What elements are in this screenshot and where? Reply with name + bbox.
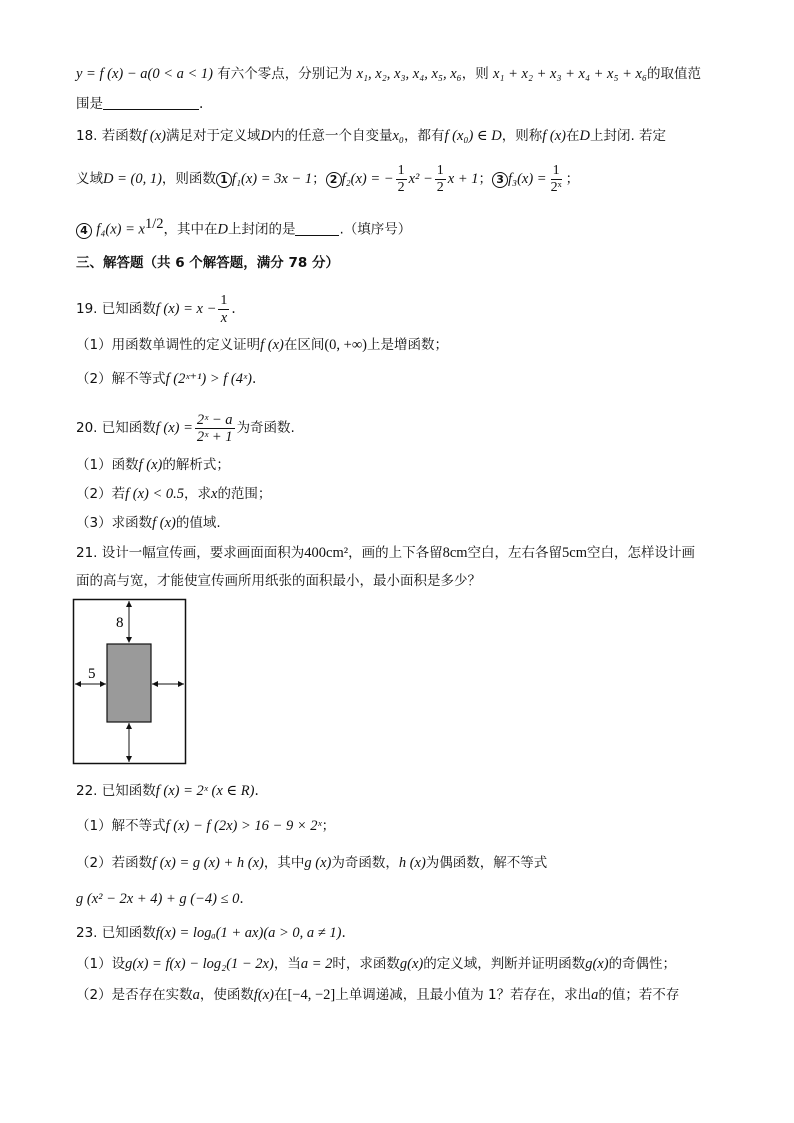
q20-part3 [76,512,221,534]
q23-p1-text-b: ，当 [273,956,301,972]
q18-f3-a: f₃(x) = [508,171,547,187]
q17-answer-blank[interactable] [103,95,199,110]
q20-number: 20. 已知函数 [76,420,156,436]
q22-p1-text: （1）解不等式 [76,818,166,834]
q21-side-margin: 5cm [562,545,588,561]
q18-fx: f (x) [142,128,167,144]
q18-number: 18. 若函数 [76,128,143,144]
q23-p1-gx-2: g(x) [585,956,609,972]
q23-p2-fx: f(x) [253,987,274,1003]
q18-answer-blank[interactable] [295,221,339,236]
frac-num: 1 [397,163,405,178]
q20-p2-text-b: ，求 [184,486,211,502]
q22-p2-period: . [239,891,244,907]
section-3-heading: 三、解答题（共 6 个解答题，满分 78 分） [76,255,339,271]
q23-period: . [341,925,346,941]
q18-f2-b: x² − [408,171,433,187]
q22-gx: g (x) [304,855,332,871]
q18-domain: D = (0, 1) [103,171,162,187]
circled-three-icon: 3 [492,172,508,188]
q21-top-margin: 8cm [442,545,468,561]
q18-f2-c: x + 1 [447,171,479,187]
top-margin-label: 8 [116,615,124,631]
poster-diagram [72,598,188,768]
frac-num: 1 [436,163,444,178]
q23-p2-a: a [192,987,200,1003]
q18-D-2: D [579,128,590,144]
q23-p2-interval: [−4, −2] [287,987,336,1003]
q20-line1 [76,412,295,445]
q18-text-e: ，则称 [501,128,543,144]
q22-p2-inequality: g (x² − 2x + 4) + g (−4) ≤ 0 [76,891,240,907]
q20-p2-inequality: f (x) < 0.5 [125,486,184,502]
q18-line3 [76,213,411,241]
q18-text-l3b: ，其中在 [163,221,218,238]
q23-p1-text-d: 的定义域，判断并证明函数 [423,956,586,972]
q23-number: 23. 已知函数 [76,925,156,941]
q21-text-a: 21. 设计一幅宣传画，要求画面面积为 [76,545,305,561]
frac-den: 2ˣ [550,180,562,195]
q23-line1 [76,922,346,944]
q20-p2-text-c: 的范围； [217,486,272,502]
q17-text-then: ，则 [461,66,489,82]
q18-text-l3c: 上封闭的是 [227,221,296,238]
q18-text-l3d: .（填序号） [339,221,412,238]
q23-p2-text-b: ，使函数 [199,987,254,1003]
q23-p2-text-d: 上单调递减，且最小值为 1？若存在，求出 [335,987,592,1003]
q20-p1-text-b: 的解析式； [162,457,230,473]
q20-p2-x: x [211,486,218,502]
q23-p1-a-value: a = 2 [300,956,333,972]
q18-D: D [260,128,271,144]
q18-fx-2: f (x) [542,128,566,144]
q22-p2-text: （2）若函数 [76,855,153,871]
q22-p2-text-b: ，其中 [263,855,305,871]
q19-p1-interval: (0, +∞) [324,337,368,353]
q22-line1 [76,780,259,802]
q18-half-1 [396,163,407,196]
circled-four-icon: 4 [76,223,92,239]
q18-sep-1: ； [312,171,326,187]
q21-line1 [76,542,695,564]
q19-p2-text: （2）解不等式 [76,371,166,387]
q18-f4: f₄(x) = x [96,221,145,238]
q19-part1 [76,334,448,356]
q19-frac [218,293,229,326]
q23-part1 [76,953,676,975]
q17-text: 有六个零点，分别记为 [217,66,353,82]
frac-den: 2 [397,180,405,195]
q22-period: . [254,783,259,799]
q18-f3-frac [549,163,564,196]
q23-def: f(x) = logₐ(1 + ax)(a > 0, a ≠ 1) [155,925,342,941]
frac-den: x [220,310,228,326]
q20-p2-text: （2）若 [76,486,126,502]
q20-part1 [76,454,230,476]
side-margin-label: 5 [88,666,96,682]
circled-one-icon: 1 [216,172,232,188]
q21-text-d: 空白，怎样设计画 [587,545,696,561]
circled-two-icon: 2 [326,172,342,188]
frac-num: 1 [220,293,228,308]
q18-text-c: 内的任意一个自变量 [271,128,393,144]
q20-text: 为奇函数. [236,420,295,436]
q21-line2 [76,570,481,592]
q17-answer-label: 围是 [76,96,103,112]
q23-p1-gx: g(x) [399,956,424,972]
q18-D-3: D [217,221,228,238]
q19-p1-text: （1）用函数单调性的定义证明 [76,337,261,353]
q18-text-d: ，都有 [403,128,445,144]
q21-text-b: ，画的上下各留 [348,545,443,561]
q23-p2-a-2: a [591,987,599,1003]
q22-number: 22. 已知函数 [76,783,156,799]
q22-hx: h (x) [398,855,426,871]
q19-p2-period: . [251,371,257,387]
q23-p2-text: （2）是否存在实数 [76,987,193,1003]
q22-p2-text-d: 为偶函数，解不等式 [425,855,548,871]
q19-line1: 19. 已知函数f (x) = x − $\frac{1}{x}$ . [76,293,236,326]
picture-area [107,644,151,722]
q17-text-tail: 的取值范 [647,66,702,82]
q23-p2-text-e: 的值；若不存 [598,987,680,1003]
q18-fx0: f (x₀) ∈ D [444,128,502,144]
q18-sep-3: ； [565,171,580,187]
q19-p1-text-c: 上是增函数； [367,337,449,353]
q17-line2 [76,93,203,115]
q20-p1-text: （1）函数 [76,457,139,473]
frac-den: 2ˣ + 1 [196,429,233,445]
q22-p1-inequality: f (x) − f (2x) > 16 − 9 × 2ˣ [165,818,322,834]
q20-part2 [76,483,271,505]
q22-p2-equation: f (x) = g (x) + h (x) [152,855,264,871]
q20-p3-text: （3）求函数 [76,515,153,531]
q17-sum: x₁ + x₂ + x₃ + x₄ + x₅ + x₆ [493,66,648,82]
q18-line1 [76,125,666,147]
q18-x0: x₀ [392,128,404,144]
q18-text-l2b: ，则函数 [161,171,216,187]
q23-p2-text-c: 在 [273,987,288,1003]
q20-p3-fx: f (x) [152,515,176,531]
q18-half-2 [435,163,446,196]
q20-p1-fx: f (x) [138,457,163,473]
q18-line2 [76,163,579,196]
q19-part2 [76,368,256,390]
q18-text-f: 在 [565,128,580,144]
q23-p1-g: g(x) = f(x) − log₂(1 − 2x) [125,956,274,972]
q17-line1 [76,63,701,85]
frac-num: 2ˣ − a [196,412,233,428]
q22-p1-end: ； [321,818,336,834]
q22-p2-text-c: 为奇函数， [331,855,399,871]
q21-text-line2: 面的高与宽，才能使宣传画所用纸张的面积最小，最小面积是多少？ [76,573,481,589]
q18-f1: f₁(x) = 3x − 1 [231,171,313,187]
q22-part2 [76,852,547,874]
q18-f2-a: f₂(x) = − [341,171,394,187]
q17-function: y = f (x) − a(0 < a < 1) [76,66,213,82]
frac-den: 2 [436,180,444,195]
q19-p2-inequality: f (2ˣ⁺¹) > f (4ˣ) [165,371,252,387]
q18-text-b: 满足对于定义域 [166,128,261,144]
q19-p1-fx: f (x) [260,337,284,353]
q21-area: 400cm² [304,545,349,561]
q20-def: f (x) = [155,420,193,436]
q22-part2-line2 [76,888,244,910]
q20-frac [195,412,235,445]
frac-num: 1 [552,163,560,178]
q19-number: 19. 已知函数 [76,301,156,317]
q23-p1-text: （1）设 [76,956,126,972]
q19-p1-text-b: 在区间 [283,337,325,353]
q17-period: . [199,96,204,112]
q23-p1-text-e: 的奇偶性； [608,956,677,972]
q18-text-g: 上封闭. 若定 [589,128,667,144]
q22-part1 [76,815,335,837]
q21-text-c: 空白，左右各留 [467,545,563,561]
q18-f4-exponent: 1/2 [144,216,164,232]
q19-def: f (x) = x − [155,301,217,317]
q18-sep-2: ； [478,171,493,187]
q20-p3-text-b: 的值域. [175,515,221,531]
q17-zeros: x₁, x₂, x₃, x₄, x₅, x₆ [356,66,462,82]
q23-p1-text-c: 时，求函数 [332,956,400,972]
q23-part2 [76,984,679,1006]
q22-def: f (x) = 2ˣ (x ∈ R) [155,783,255,799]
q18-text-l2a: 义域 [76,171,103,187]
